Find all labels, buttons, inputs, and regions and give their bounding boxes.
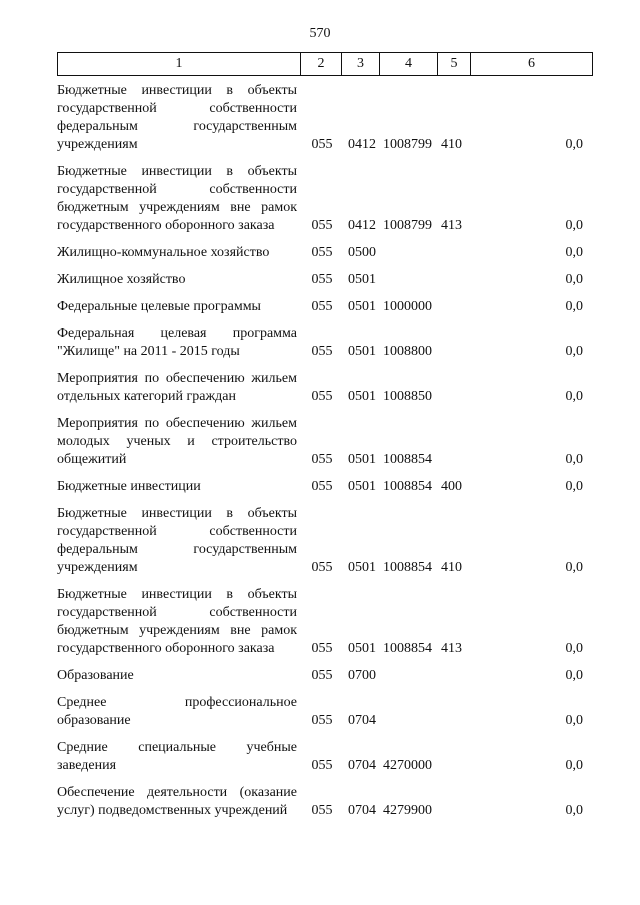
row-col-2: 055: [311, 245, 333, 260]
table-row: [57, 325, 593, 361]
row-col-3: 0501: [348, 452, 376, 467]
row-col-6: 0,0: [565, 137, 583, 152]
row-name: Мероприятия по обеспечению жильем молодых ученых и строительство общежитий: [57, 416, 297, 467]
row-col-6: 0,0: [565, 218, 583, 233]
row-col-3: 0412: [348, 218, 376, 233]
row-name: Бюджетные инвестиции в объекты государственной собственности федеральным государственным учреждениям: [57, 506, 297, 575]
row-name: Бюджетные инвестиции в объекты государственной собственности бюджетным учреждениям вне рамок государственного оборонного заказа: [57, 587, 297, 656]
table-row: [57, 667, 593, 685]
row-col-5: 410: [441, 137, 462, 152]
table-row: [57, 271, 593, 289]
row-name: Бюджетные инвестиции: [57, 479, 201, 494]
row-col-4: 1008799: [383, 218, 432, 233]
table-row: [57, 82, 593, 154]
row-col-6: 0,0: [565, 641, 583, 656]
row-col-6: 0,0: [565, 299, 583, 314]
row-name: Мероприятия по обеспечению жильем отдельных категорий граждан: [57, 371, 297, 404]
row-col-4: 1008854: [383, 479, 432, 494]
row-name: Бюджетные инвестиции в объекты государственной собственности федеральным государственным учреждениям: [57, 83, 297, 152]
table-row: [57, 244, 593, 262]
row-col-2: 055: [311, 641, 333, 656]
row-col-5: 413: [441, 218, 462, 233]
table-row: [57, 478, 593, 496]
row-name: Федеральная целевая программа "Жилище" на 2011 - 2015 годы: [57, 326, 297, 359]
row-col-6: 0,0: [565, 272, 583, 287]
row-name: Образование: [57, 668, 134, 683]
row-col-3: 0501: [348, 272, 376, 287]
row-col-3: 0412: [348, 137, 376, 152]
row-col-4: 1008850: [383, 389, 432, 404]
header-col-4: 4: [380, 53, 438, 75]
row-col-4: 1008854: [383, 641, 432, 656]
row-col-2: 055: [311, 218, 333, 233]
row-col-3: 0501: [348, 344, 376, 359]
row-name: Среднее профессиональное образование: [57, 695, 297, 728]
row-col-4: 1008800: [383, 344, 432, 359]
header-col-3: 3: [342, 53, 380, 75]
row-col-6: 0,0: [565, 803, 583, 818]
row-col-2: 055: [311, 803, 333, 818]
table-row: [57, 694, 593, 730]
table-row: [57, 163, 593, 235]
header-col-1: 1: [58, 53, 301, 75]
row-col-5: 400: [441, 479, 462, 494]
row-col-2: 055: [311, 299, 333, 314]
row-col-6: 0,0: [565, 479, 583, 494]
row-name: Средние специальные учебные заведения: [57, 740, 297, 773]
row-name: Федеральные целевые программы: [57, 299, 261, 314]
table-row: [57, 739, 593, 775]
row-name: Жилищное хозяйство: [57, 272, 186, 287]
table-header: [57, 52, 593, 76]
row-col-4: 4279900: [383, 803, 432, 818]
row-name: Жилищно-коммунальное хозяйство: [57, 245, 270, 260]
row-col-2: 055: [311, 758, 333, 773]
row-col-2: 055: [311, 479, 333, 494]
row-col-5: 410: [441, 560, 462, 575]
row-col-4: 1000000: [383, 299, 432, 314]
header-col-6: 6: [528, 56, 535, 71]
row-col-2: 055: [311, 668, 333, 683]
row-col-3: 0501: [348, 479, 376, 494]
table-row: [57, 505, 593, 577]
row-col-3: 0501: [348, 299, 376, 314]
row-col-3: 0700: [348, 668, 376, 683]
row-col-3: 0704: [348, 758, 376, 773]
row-col-3: 0501: [348, 641, 376, 656]
row-name: Обеспечение деятельности (оказание услуг) подведомственных учреждений: [57, 785, 297, 818]
row-col-3: 0704: [348, 713, 376, 728]
table-row: [57, 415, 593, 469]
row-col-6: 0,0: [565, 245, 583, 260]
header-col-2: 2: [301, 53, 342, 75]
row-col-2: 055: [311, 713, 333, 728]
row-col-2: 055: [311, 389, 333, 404]
row-col-6: 0,0: [565, 344, 583, 359]
row-col-2: 055: [311, 452, 333, 467]
row-col-6: 0,0: [565, 560, 583, 575]
page-number: 570: [309, 26, 331, 41]
row-col-6: 0,0: [565, 389, 583, 404]
row-col-4: 1008854: [383, 560, 432, 575]
table-row: [57, 370, 593, 406]
table-row: [57, 586, 593, 658]
row-col-3: 0501: [348, 389, 376, 404]
header-col-5: 5: [438, 53, 471, 75]
row-col-3: 0500: [348, 245, 376, 260]
row-col-6: 0,0: [565, 452, 583, 467]
row-col-2: 055: [311, 137, 333, 152]
row-col-2: 055: [311, 560, 333, 575]
row-name: Бюджетные инвестиции в объекты государственной собственности бюджетным учреждениям вне рамок государственного оборонного заказа: [57, 164, 297, 233]
row-col-5: 413: [441, 641, 462, 656]
row-col-3: 0501: [348, 560, 376, 575]
row-col-6: 0,0: [565, 758, 583, 773]
row-col-3: 0704: [348, 803, 376, 818]
row-col-2: 055: [311, 272, 333, 287]
row-col-6: 0,0: [565, 668, 583, 683]
row-col-4: 1008854: [383, 452, 432, 467]
row-col-6: 0,0: [565, 713, 583, 728]
table-row: [57, 298, 593, 316]
row-col-4: 1008799: [383, 137, 432, 152]
table-body: [57, 82, 593, 829]
table-row: [57, 784, 593, 820]
row-col-4: 4270000: [383, 758, 432, 773]
row-col-2: 055: [311, 344, 333, 359]
